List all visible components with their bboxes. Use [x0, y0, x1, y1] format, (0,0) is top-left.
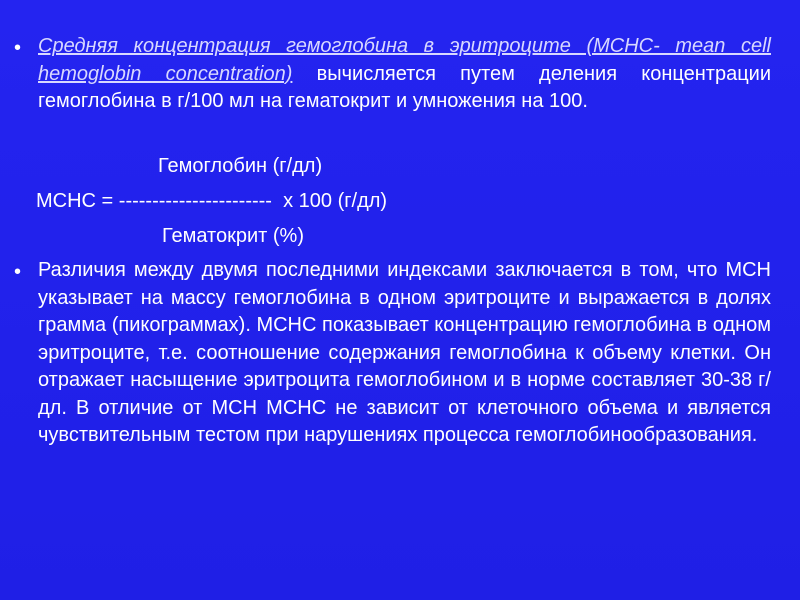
paragraph-mchc-definition [38, 33, 771, 116]
bullet-1: • [14, 37, 22, 59]
formula-denominator: Гематокрит (%) [162, 225, 304, 247]
formula-equation: МСНС = ----------------------- х 100 (г/дл) [36, 190, 388, 212]
formula-numerator: Гемоглобин (г/дл) [158, 155, 323, 177]
paragraph-mch-vs-mchc: Различия между двумя последними индексами заключается в том, что МСН указывает на массу гемоглобина в одном эритроците и выражается в долях грамма (пикограммах). МСНС показывает концентрацию гемоглобина в одном эритроците, т.е. соотношение содержания гемоглобина к объему клетки. Он отражает насыщение эритроцита гемоглобином и в норме составляет 30-38 г/дл. В отличие от МСН МСНС не зависит от клеточного объема и является чувствительным тестом при нарушениях процесса гемоглобинообразования. [38, 259, 771, 446]
mchc-definition-text: вычисляется путем деления концентрации гемоглобина в г/100 мл на гематокрит и умножения на 100. [38, 62, 771, 112]
bullet-2: • [14, 261, 22, 283]
mchc-term: Средняя концентрация гемоглобина в эритроците (MCHC- mean cell hemoglobin concentration) [38, 35, 771, 85]
